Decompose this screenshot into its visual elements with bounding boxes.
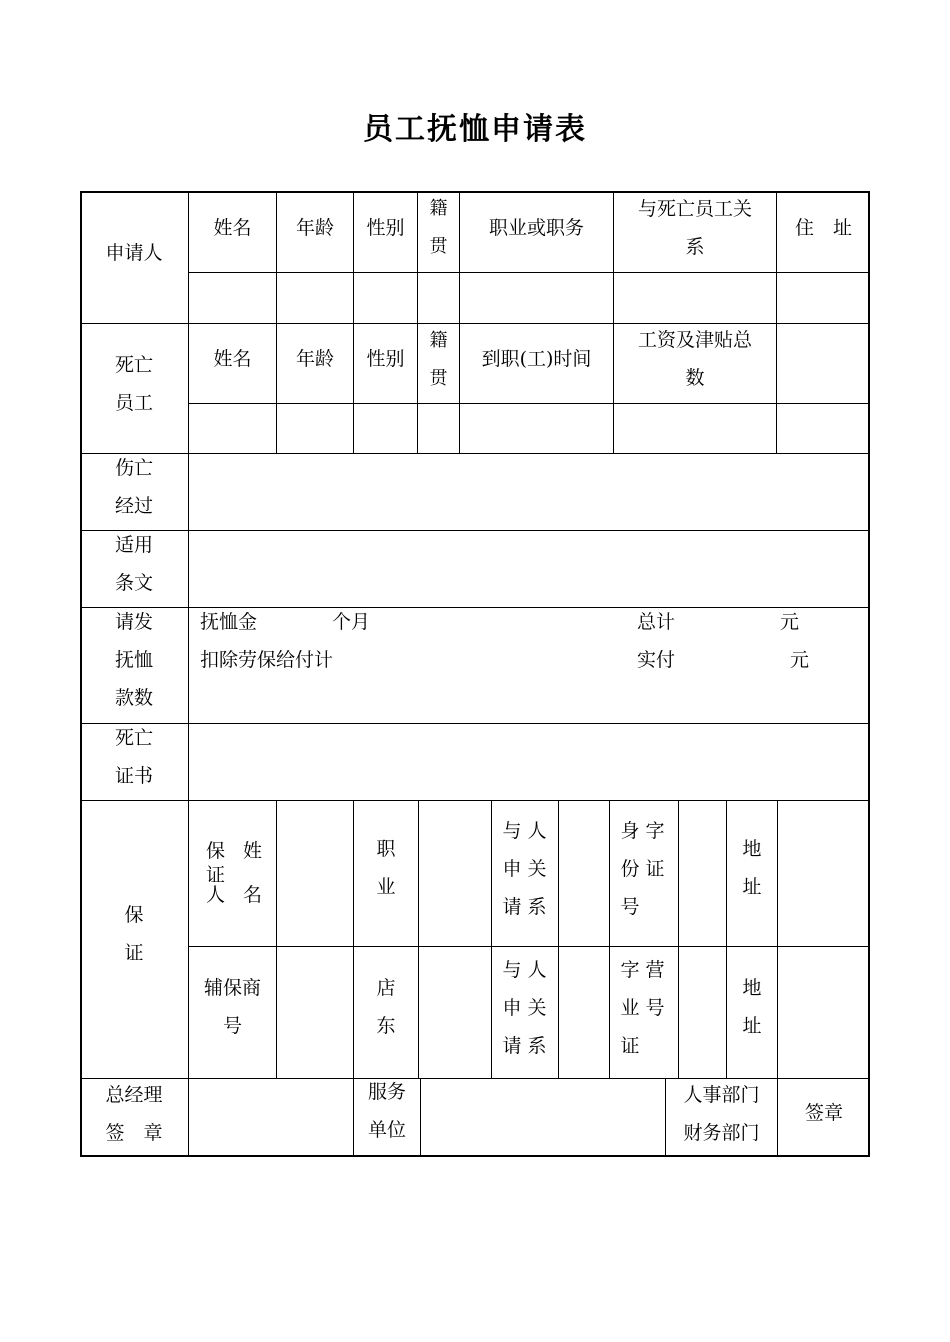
applicant-relation-header-bottom: 系 xyxy=(685,236,705,258)
deceased-gender-field[interactable] xyxy=(354,404,417,453)
applicant-age-field[interactable] xyxy=(277,273,353,323)
applicant-relation-header-top: 与死亡员工关 xyxy=(637,198,752,220)
applicant-occupation-header: 职业或职务 xyxy=(488,217,584,239)
guarantor-id-field[interactable] xyxy=(679,801,726,946)
relation-label-col1-3: 请 xyxy=(502,896,522,918)
deceased-extra-field[interactable] xyxy=(777,324,870,403)
pension-label: 抚恤金 xyxy=(200,611,258,633)
shop-name-field[interactable] xyxy=(277,947,353,1078)
deceased-origin-field[interactable] xyxy=(418,404,459,453)
guarantor-name-label-2: 名 xyxy=(243,884,263,906)
form-title: 员工抚恤申请表 xyxy=(363,112,587,147)
applicant-age-header: 年龄 xyxy=(295,217,334,239)
applicant-relation-field[interactable] xyxy=(614,273,776,323)
id-label-col2-1: 字 xyxy=(645,820,665,842)
deceased-label-top: 死亡 xyxy=(114,354,153,376)
total-amount-field[interactable] xyxy=(680,608,778,644)
payment-label-2: 抚恤 xyxy=(114,649,153,671)
shop-owner-label-1: 店 xyxy=(376,977,396,999)
guarantor-label-3: 人 xyxy=(206,884,226,906)
applicant-address-header: 住 址 xyxy=(794,217,852,239)
actual-unit: 元 xyxy=(790,649,810,671)
deceased-age-header: 年龄 xyxy=(295,348,334,370)
applicant-address-field[interactable] xyxy=(777,273,870,323)
deceased-extra-field-2[interactable] xyxy=(777,404,870,453)
relation-label-col2-3: 系 xyxy=(527,896,547,918)
deduction-label: 扣除劳保给付计 xyxy=(200,649,334,671)
service-unit-label-2: 单位 xyxy=(367,1119,406,1141)
applicant-occupation-field[interactable] xyxy=(460,273,613,323)
deceased-age-field[interactable] xyxy=(277,404,353,453)
col-divider xyxy=(609,800,610,1078)
shop-guarantor-label-1: 辅保商 xyxy=(203,977,261,999)
id-label-col1-1: 身 xyxy=(620,820,640,842)
shop-owner-label-2: 东 xyxy=(376,1015,396,1037)
deceased-hire-date-field[interactable] xyxy=(460,404,613,453)
deceased-salary-field[interactable] xyxy=(614,404,776,453)
injury-label-top: 伤亡 xyxy=(114,457,153,479)
finance-department-label: 财务部门 xyxy=(683,1122,760,1144)
guarantor-label-1: 保 xyxy=(206,840,226,862)
guarantor-name-label-1: 姓 xyxy=(243,840,263,862)
deceased-name-header: 姓名 xyxy=(213,348,252,370)
gm-signature-field[interactable] xyxy=(189,1079,353,1157)
months-label: 个月 xyxy=(332,611,371,633)
guarantor-relation-field[interactable] xyxy=(559,801,609,946)
guarantee-label-bottom: 证 xyxy=(124,942,144,964)
hr-department-label: 人事部门 xyxy=(683,1084,760,1106)
relation2-label-col2-3: 系 xyxy=(527,1035,547,1057)
guarantee-label-top: 保 xyxy=(124,904,144,926)
shop-address-label-2: 址 xyxy=(742,1015,762,1037)
guarantor-address-label-1: 地 xyxy=(742,838,762,860)
certificate-field[interactable] xyxy=(189,724,870,800)
relation2-label-col1-3: 请 xyxy=(502,1035,522,1057)
deceased-origin-header-bottom: 贯 xyxy=(429,368,448,389)
total-label: 总计 xyxy=(637,611,676,633)
guarantor-name-field[interactable] xyxy=(277,801,353,946)
relation-label-col1-2: 申 xyxy=(502,858,522,880)
shop-address-field[interactable] xyxy=(778,947,870,1078)
relation-label-col2-2: 关 xyxy=(527,858,547,880)
applicant-origin-header-top: 籍 xyxy=(429,198,448,219)
relation-label-col1-1: 与 xyxy=(502,820,522,842)
deceased-salary-header-top: 工资及津贴总 xyxy=(637,329,752,351)
deduction-amount-field[interactable] xyxy=(360,646,630,682)
clauses-label-bottom: 条文 xyxy=(114,572,153,594)
deceased-hire-date-header: 到职(工)时间 xyxy=(481,348,592,370)
license-label-col1-2: 业 xyxy=(620,997,640,1019)
id-label-col2-2: 证 xyxy=(645,858,665,880)
pension-months-field[interactable] xyxy=(266,608,330,644)
applicant-name-header: 姓名 xyxy=(213,217,252,239)
shop-address-label-1: 地 xyxy=(742,977,762,999)
relation-label-col2-1: 人 xyxy=(527,820,547,842)
id-label-col1-2: 份 xyxy=(620,858,640,880)
deceased-salary-header-bottom: 数 xyxy=(685,367,705,389)
shop-license-field[interactable] xyxy=(679,947,726,1078)
guarantor-address-field[interactable] xyxy=(778,801,870,946)
seal-label: 签章 xyxy=(804,1102,843,1124)
relation2-label-col1-1: 与 xyxy=(502,959,522,981)
guarantor-job-label-1: 职 xyxy=(376,838,396,860)
applicant-gender-header: 性别 xyxy=(366,217,405,239)
certificate-label-top: 死亡 xyxy=(114,727,153,749)
actual-amount-field[interactable] xyxy=(680,646,788,682)
id-label-col1-3: 号 xyxy=(620,896,640,918)
deceased-gender-header: 性别 xyxy=(366,348,405,370)
payment-label-3: 款数 xyxy=(114,687,153,709)
service-unit-field[interactable] xyxy=(421,1079,665,1157)
gm-signature-label-2: 签 章 xyxy=(105,1122,163,1144)
relation2-label-col2-2: 关 xyxy=(527,997,547,1019)
gm-signature-label-1: 总经理 xyxy=(105,1084,163,1106)
guarantor-label-2: 证 xyxy=(206,864,226,886)
applicant-gender-field[interactable] xyxy=(354,273,417,323)
clauses-label-top: 适用 xyxy=(114,534,153,556)
applicant-origin-header-bottom: 贯 xyxy=(429,236,448,257)
shop-relation-field[interactable] xyxy=(559,947,609,1078)
applicant-label: 申请人 xyxy=(105,242,163,264)
guarantor-address-label-2: 址 xyxy=(742,876,762,898)
actual-label: 实付 xyxy=(637,649,676,671)
relation2-label-col2-1: 人 xyxy=(527,959,547,981)
applicant-origin-field[interactable] xyxy=(418,273,459,323)
col-divider xyxy=(491,800,492,1078)
deceased-label-bottom: 员工 xyxy=(114,392,153,414)
injury-description-field[interactable] xyxy=(189,454,870,530)
deceased-origin-header-top: 籍 xyxy=(429,330,448,351)
guarantor-job-label-2: 业 xyxy=(376,876,396,898)
relation2-label-col1-2: 申 xyxy=(502,997,522,1019)
total-unit: 元 xyxy=(780,611,800,633)
shop-owner-field[interactable] xyxy=(419,947,491,1078)
guarantor-job-field[interactable] xyxy=(419,801,491,946)
license-label-col1-1: 字 xyxy=(620,959,640,981)
shop-guarantor-label-2: 号 xyxy=(222,1015,242,1037)
license-label-col1-3: 证 xyxy=(620,1035,640,1057)
payment-label-1: 请发 xyxy=(114,611,153,633)
deceased-name-field[interactable] xyxy=(189,404,276,453)
injury-label-bottom: 经过 xyxy=(114,495,153,517)
license-label-col2-1: 营 xyxy=(645,959,665,981)
service-unit-label-1: 服务 xyxy=(367,1081,406,1103)
certificate-label-bottom: 证书 xyxy=(114,765,153,787)
applicant-name-field[interactable] xyxy=(189,273,276,323)
clauses-field[interactable] xyxy=(189,531,870,607)
license-label-col2-2: 号 xyxy=(645,997,665,1019)
